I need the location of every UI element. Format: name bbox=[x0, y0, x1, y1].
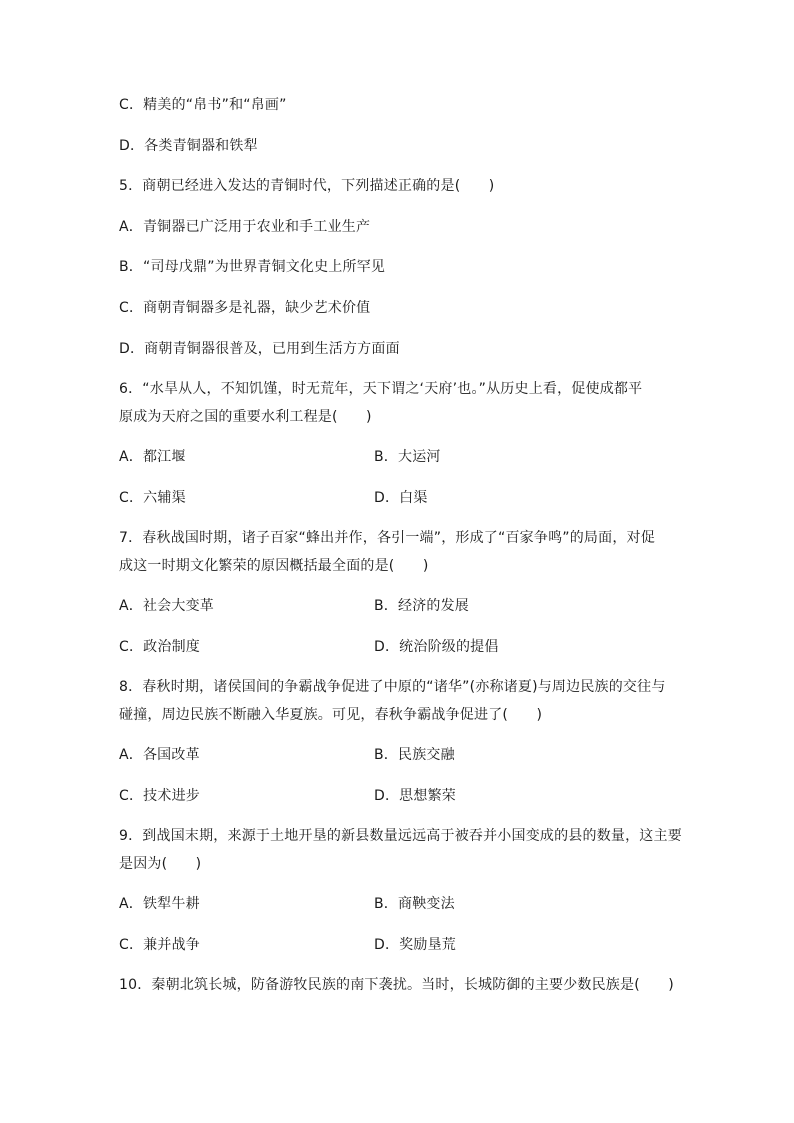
question-7-stem-line-2: 成这一时期文化繁荣的原因概括最全面的是( ) bbox=[119, 558, 429, 574]
question-9-option-d: D．奖励垦荒 bbox=[374, 937, 456, 953]
question-7-option-c: C．政治制度 bbox=[119, 639, 200, 655]
question-10-stem: 10．秦朝北筑长城，防备游牧民族的南下袭扰。当时，长城防御的主要少数民族是( ) bbox=[119, 977, 674, 993]
question-9-stem-line-1: 9．到战国末期，来源于土地开垦的新县数量远远高于被吞并小国变成的县的数量，这主要 bbox=[119, 828, 682, 844]
question-5-option-c: C．商朝青铜器多是礼器，缺少艺术价值 bbox=[119, 300, 371, 316]
question-9-option-b: B．商鞅变法 bbox=[374, 896, 455, 912]
question-8-stem-line-2: 碰撞，周边民族不断融入华夏族。可见，春秋争霸战争促进了( ) bbox=[119, 707, 543, 723]
question-9-option-a: A．铁犁牛耕 bbox=[119, 896, 200, 912]
question-6-option-d: D．白渠 bbox=[374, 490, 428, 506]
option-text: C．精美的“帛书”和“帛画” bbox=[119, 97, 287, 113]
question-6-stem-line-2: 原成为天府之国的重要水利工程是( ) bbox=[119, 409, 372, 425]
question-8-option-c: C．技术进步 bbox=[119, 788, 200, 804]
question-8-option-d: D．思想繁荣 bbox=[374, 788, 456, 804]
question-6-option-c: C．六辅渠 bbox=[119, 490, 186, 506]
question-7-option-d: D．统治阶级的提倡 bbox=[374, 639, 499, 655]
question-8-option-b: B．民族交融 bbox=[374, 747, 455, 763]
question-8-stem-line-1: 8．春秋时期，诸侯国间的争霸战争促进了中原的“诸华”(亦称诸夏)与周边民族的交往与 bbox=[119, 679, 666, 695]
question-5-stem: 5．商朝已经进入发达的青铜时代，下列描述正确的是( ) bbox=[119, 178, 495, 194]
question-5-option-d: D．商朝青铜器很普及，已用到生活方方面面 bbox=[119, 341, 400, 357]
question-8-option-a: A．各国改革 bbox=[119, 747, 200, 763]
question-5-option-b: B．“司母戊鼎”为世界青铜文化史上所罕见 bbox=[119, 259, 386, 275]
option-text: D．各类青铜器和铁犁 bbox=[119, 138, 258, 154]
question-7-option-b: B．经济的发展 bbox=[374, 598, 470, 614]
question-9-option-c: C．兼并战争 bbox=[119, 937, 200, 953]
question-6-option-b: B．大运河 bbox=[374, 449, 441, 465]
question-5-option-a: A．青铜器已广泛用于农业和手工业生产 bbox=[119, 219, 371, 235]
question-6-option-a: A．都江堰 bbox=[119, 449, 186, 465]
question-9-stem-line-2: 是因为( ) bbox=[119, 856, 202, 872]
question-7-option-a: A．社会大变革 bbox=[119, 598, 214, 614]
question-6-stem-line-1: 6．“水旱从人，不知饥馑，时无荒年，天下谓之‘天府’也。”从历史上看，促使成都平 bbox=[119, 381, 643, 397]
question-7-stem-line-1: 7．春秋战国时期，诸子百家“蜂出并作，各引一端”，形成了“百家争鸣”的局面，对促 bbox=[119, 530, 655, 546]
